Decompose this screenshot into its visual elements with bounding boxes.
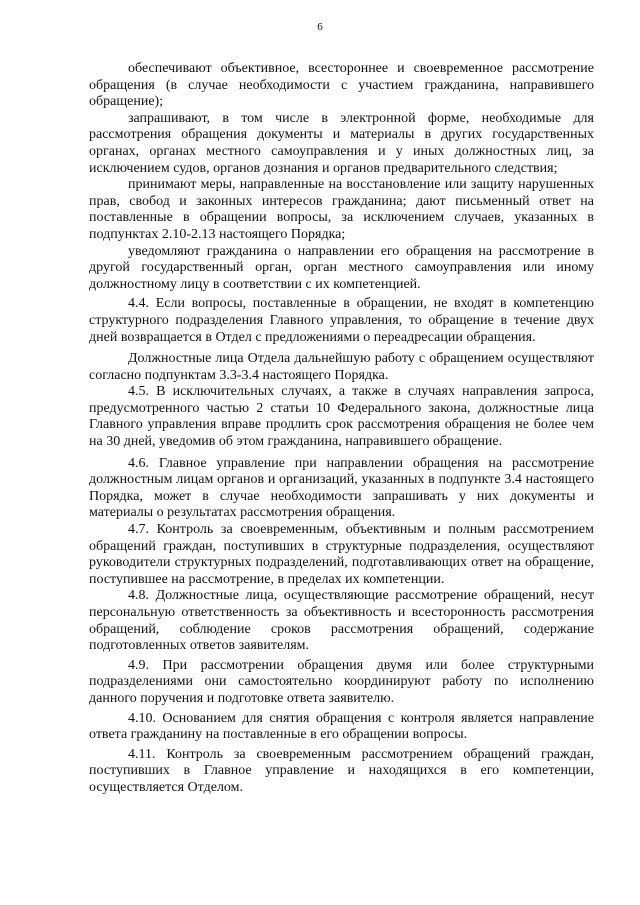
paragraph-4-11: 4.11. Контроль за своевременным рассмотрением обращений граждан, поступивших в Главное управление и находящихся в его компетенции, осуществляется Отделом.: [89, 746, 594, 795]
paragraph-4-9: 4.9. При рассмотрении обращения двумя или более структурными подразделениями они самостоятельно координируют работу по исполнению данного поручения и подготовке ответа заявителю.: [89, 657, 594, 706]
paragraph-department-officials: Должностные лица Отдела дальнейшую работу с обращением осуществляют согласно подпунктам 3.3-3.4 настоящего Порядка.: [89, 351, 594, 383]
paragraph-4-7: 4.7. Контроль за своевременным, объективным и полным рассмотрением обращений граждан, поступивших в структурные подразделения, осуществляют руководители структурных подразделений, подготавливающих ответ на обращение, поступившее на рассмотрение, в пределах их компетенции.: [89, 522, 594, 587]
page-number: 6: [317, 21, 323, 33]
paragraph-request-documents: запрашивают, в том числе в электронной форме, необходимые для рассмотрения обращения документы и материалы в других государственных органах, органах местного самоуправления и у иных должностных лиц, за исключением судов, органов дознания и органов предварительного следствия;: [89, 110, 594, 176]
paragraph-notify-citizen: уведомляют гражданина о направлении его обращения на рассмотрение в другой государственный орган, орган местного самоуправления или иному должностному лицу в соответствии с их компетенцией.: [89, 243, 594, 292]
paragraph-4-5: 4.5. В исключительных случаях, а также в случаях направления запроса, предусмотренного частью 2 статьи 10 Федерального закона, должностные лица Главного управления вправе продлить срок рассмотрения обращения не более чем на 30 дней, уведомив об этом гражданина, направившего обращение.: [89, 384, 594, 450]
paragraph-provide-review: обеспечивают объективное, всестороннее и своевременное рассмотрение обращения (в случае необходимости с участием гражданина, направившего обращение);: [89, 61, 594, 110]
paragraph-4-10: 4.10. Основанием для снятия обращения с контроля является направление ответа гражданину на поставленные в его обращении вопросы.: [89, 710, 594, 743]
paragraph-4-6: 4.6. Главное управление при направлении обращения на рассмотрение должностным лицам органов и организаций, указанных в подпункте 3.4 настоящего Порядка, может в случае необходимости запрашивать у них документы и материалы о результатах рассмотрения обращения.: [89, 455, 594, 521]
paragraph-4-4: 4.4. Если вопросы, поставленные в обращении, не входят в компетенцию структурного подразделения Главного управления, то обращение в течение двух дней возвращается в Отдел с предложениями о переадресации обращения.: [89, 296, 594, 345]
document-body: [89, 61, 594, 797]
paragraph-take-measures: принимают меры, направленные на восстановление или защиту нарушенных прав, свобод и законных интересов гражданина; дают письменный ответ на поставленные в обращении вопросы, за исключением случаев, указанных в подпунктах 2.10-2.13 настоящего Порядка;: [89, 177, 594, 242]
paragraph-4-8: 4.8. Должностные лица, осуществляющие рассмотрение обращений, несут персональную ответственность за объективность и всесторонность рассмотрения обращений, соблюдение сроков рассмотрения обращений, содержание подготовленных ответов заявителям.: [89, 588, 594, 654]
